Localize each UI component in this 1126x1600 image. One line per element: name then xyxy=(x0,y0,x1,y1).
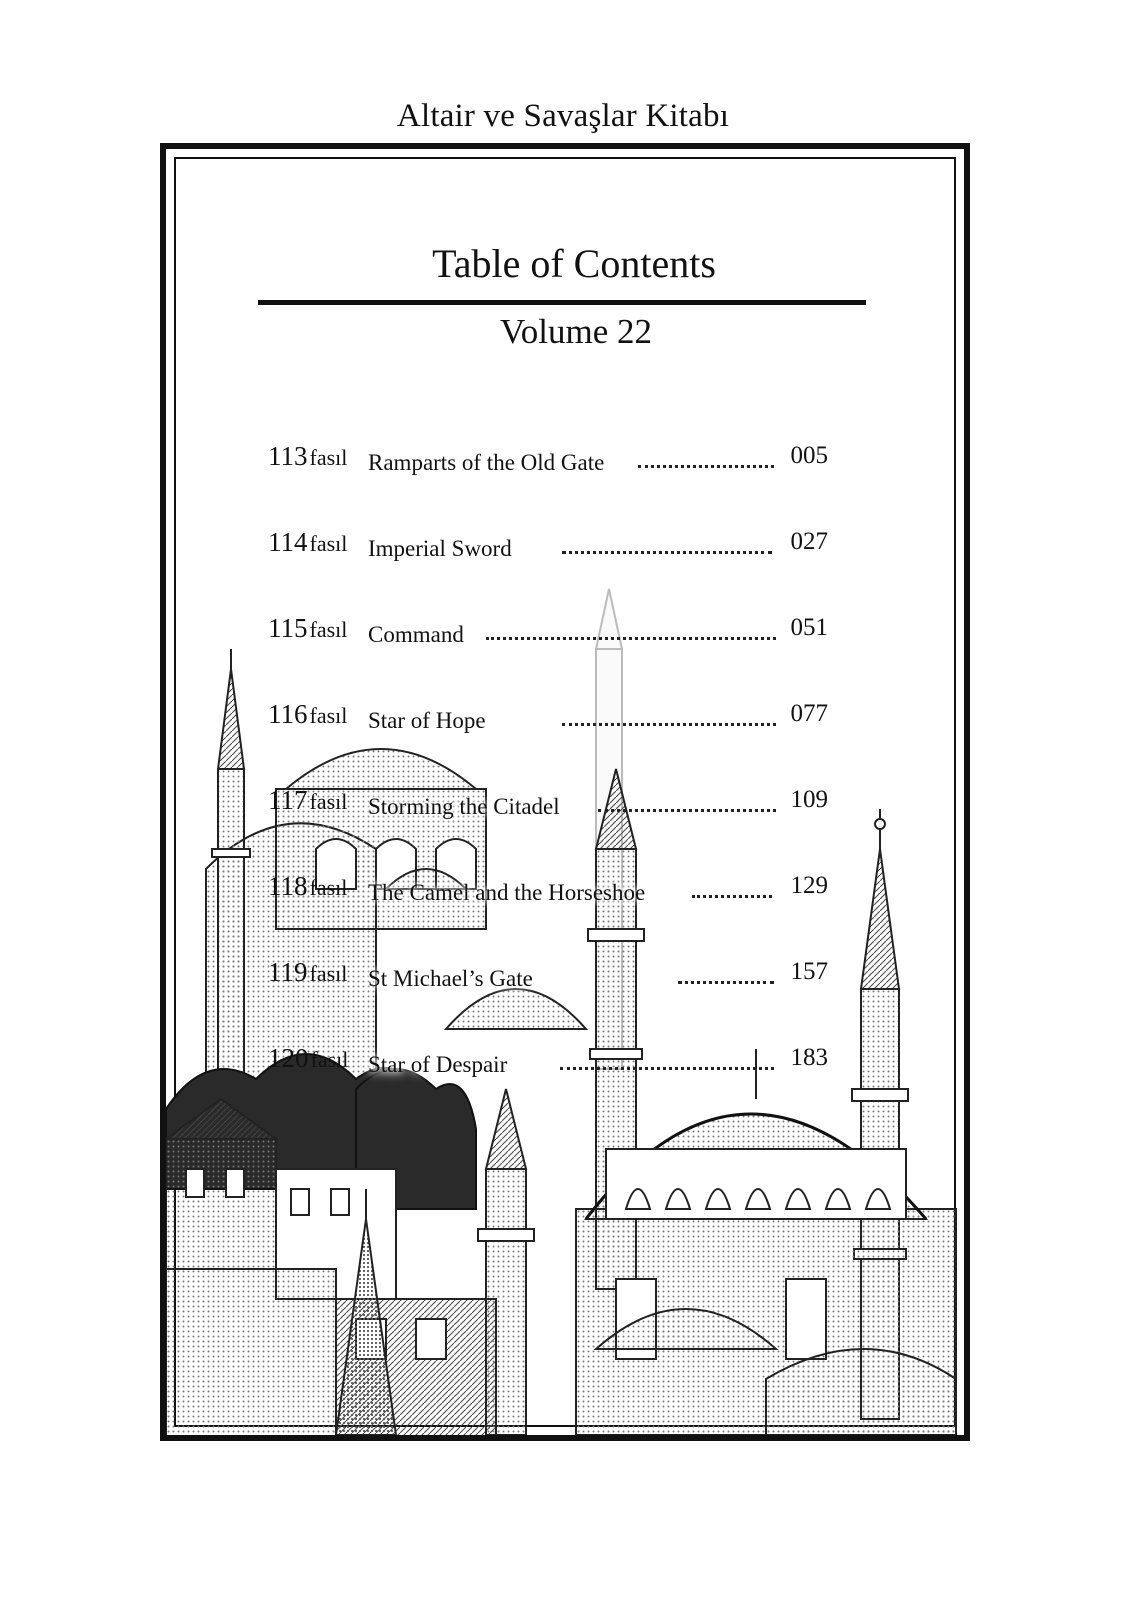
toc-entry[interactable] xyxy=(268,1040,828,1080)
chapter-number: 117 xyxy=(268,785,308,815)
page-number: 051 xyxy=(790,614,828,641)
chapter-label xyxy=(268,1043,348,1074)
chapter-number: 118 xyxy=(268,871,308,901)
toc-entry[interactable] xyxy=(268,782,828,822)
chapter-title: Imperial Sword xyxy=(368,536,512,561)
chapter-label xyxy=(268,527,347,558)
chapter-label xyxy=(268,613,347,644)
dot-leader xyxy=(692,895,772,898)
chapter-title: Ramparts of the Old Gate xyxy=(368,450,605,475)
chapter-label xyxy=(268,871,347,902)
volume-label: Volume 22 xyxy=(500,312,652,351)
chapter-title: Star of Despair xyxy=(368,1052,508,1077)
toc-entry[interactable] xyxy=(268,954,828,994)
chapter-title: Command xyxy=(368,622,464,647)
page-number: 005 xyxy=(790,442,828,469)
chapter-title: Star of Hope xyxy=(368,708,486,733)
toc-entry[interactable] xyxy=(268,868,828,908)
chapter-word: fasıl xyxy=(309,617,348,642)
chapter-word: fasıl xyxy=(309,961,348,986)
heading-rule xyxy=(258,300,866,305)
toc-entry[interactable] xyxy=(268,696,828,736)
page-number: 183 xyxy=(790,1044,828,1071)
chapter-number: 120 xyxy=(268,1043,309,1073)
toc-entry[interactable] xyxy=(268,524,828,564)
page-number: 157 xyxy=(790,958,828,985)
chapter-label xyxy=(268,699,347,730)
toc-entry[interactable] xyxy=(268,610,828,650)
dot-leader xyxy=(486,637,776,640)
chapter-number: 113 xyxy=(268,441,308,471)
series-title: Altair ve Savaşlar Kitabı xyxy=(396,98,730,134)
dot-leader xyxy=(678,981,774,984)
dot-leader xyxy=(598,809,776,812)
chapter-label xyxy=(268,785,347,816)
dot-leader xyxy=(560,1067,774,1070)
dot-leader xyxy=(562,723,776,726)
chapter-word: fasıl xyxy=(309,789,348,814)
chapter-label xyxy=(268,441,347,472)
chapter-number: 116 xyxy=(268,699,308,729)
toc-entry[interactable] xyxy=(268,438,828,478)
chapter-title: The Camel and the Horseshoe xyxy=(368,880,646,905)
page-number: 129 xyxy=(790,872,828,899)
chapter-number: 114 xyxy=(268,527,308,557)
dot-leader xyxy=(562,551,772,554)
chapter-word: fasıl xyxy=(310,1047,349,1072)
chapter-word: fasıl xyxy=(309,445,348,470)
page-number: 027 xyxy=(790,528,828,555)
dot-leader xyxy=(638,465,774,468)
chapter-word: fasıl xyxy=(309,875,348,900)
toc-heading: Table of Contents xyxy=(432,241,716,286)
page-number: 077 xyxy=(790,700,828,727)
chapter-number: 115 xyxy=(268,613,308,643)
chapter-label xyxy=(268,957,347,988)
chapter-title: St Michael’s Gate xyxy=(368,966,533,991)
chapter-title: Storming the Citadel xyxy=(368,794,560,819)
chapter-number: 119 xyxy=(268,957,308,987)
page-number: 109 xyxy=(790,786,828,813)
chapter-word: fasıl xyxy=(309,531,348,556)
chapter-word: fasıl xyxy=(309,703,348,728)
